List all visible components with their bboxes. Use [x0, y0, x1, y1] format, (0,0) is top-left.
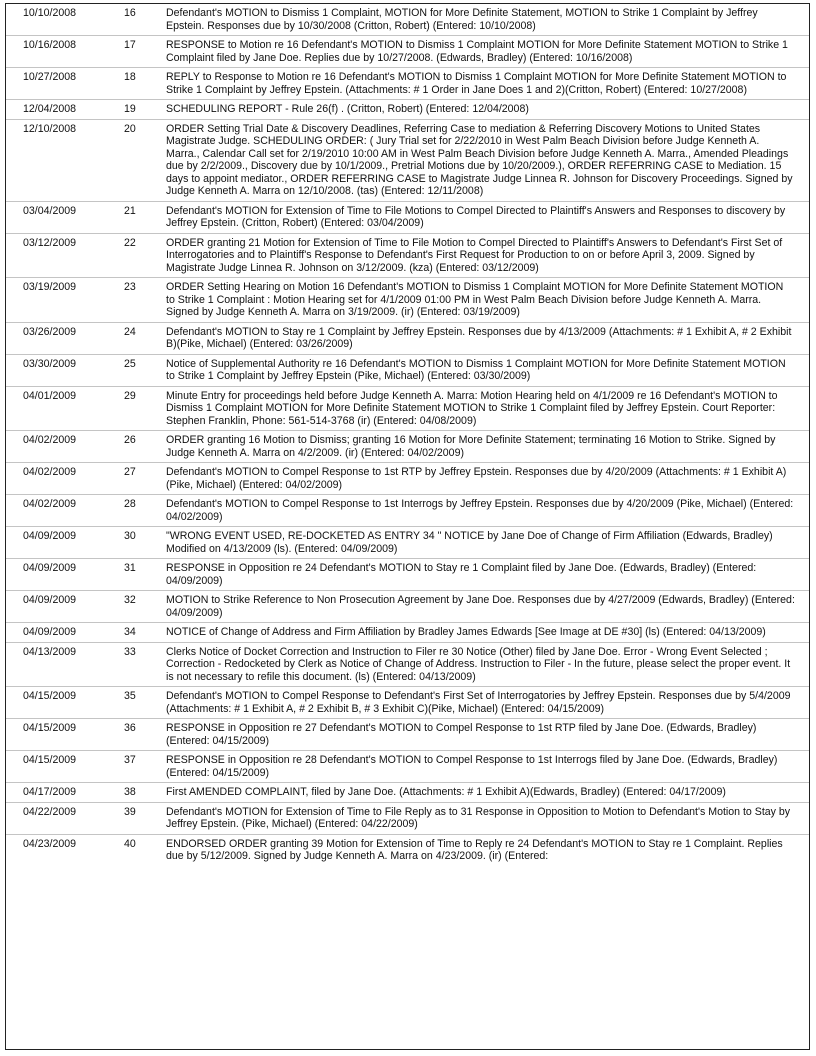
docket-entry-row	[6, 354, 809, 386]
entry-number: 18	[124, 71, 136, 83]
entry-number: 24	[124, 325, 136, 338]
entry-date: 04/22/2009	[23, 805, 77, 818]
docket-entry-row	[6, 278, 809, 323]
entry-number: 23	[124, 281, 136, 293]
docket-entry-row	[6, 495, 809, 527]
docket-entry-row	[6, 719, 809, 751]
entry-number: 38	[124, 786, 136, 798]
entry-date: 12/04/2008	[23, 103, 77, 115]
entry-number: 37	[124, 754, 136, 766]
entry-date: 04/02/2009	[23, 434, 77, 446]
entry-date: 04/02/2009	[23, 466, 77, 478]
entry-number: 27	[124, 466, 136, 478]
entry-description: ORDER Setting Trial Date & Discovery Deadlines, Referring Case to mediation & Referring Discovery Motions to United States Magistrate Judge. SCHEDULING ORDER: ( Jury Trial set for 2/22/2010 in West Palm Beach Division before Judge Kenneth A. Marra., Calendar Call set for 2/19/2010 10:00 AM in West Palm Beach Division before Judge Kenneth A. Marra., Amended Pleadings due by 2/2/2009., Discovery due by 10/1/2009., Pretrial Motions due by 10/20/2009.), ORDER REFERRING CASE to Mediation. 15 days to appoint mediator., ORDER REFERRING CASE to Magistrate Judge Linnea R. Johnson for Discovery Proceedings. Signed by Judge Kenneth A. Marra on 12/10/2008. (tas) (Entered: 12/11/2008)	[166, 122, 793, 197]
entry-date: 03/26/2009	[23, 325, 77, 338]
docket-entry-row	[6, 119, 809, 201]
entry-description: "WRONG EVENT USED, RE-DOCKETED AS ENTRY 34 " NOTICE by Jane Doe of Change of Firm Affiliation (Edwards, Bradley) Modified on 4/13/2009 (ls). (Entered: 04/09/2009)	[166, 530, 773, 555]
entry-description: Defendant's MOTION to Compel Response to Defendant's First Set of Interrogatories by Jeffrey Epstein. Responses due by 5/4/2009 (Attachments: # 1 Exhibit A, # 2 Exhibit B, # 3 Exhibit C)(Pike, Michael) (Entered: 04/15/2009)	[166, 690, 791, 715]
entry-description: RESPONSE in Opposition re 28 Defendant's MOTION to Compel Response to 1st Interrogs filed by Jane Doe. (Edwards, Bradley) (Entered: 04/15/2009)	[166, 754, 778, 779]
entry-date: 04/15/2009	[23, 722, 77, 734]
entry-description: Defendant's MOTION for Extension of Time to File Reply as to 31 Response in Opposition to Motion to Defendant's Motion to Stay by Jeffrey Epstein. (Pike, Michael) (Entered: 04/22/2009)	[166, 805, 791, 830]
entry-date: 10/27/2008	[23, 71, 77, 83]
entry-number: 32	[124, 594, 136, 606]
entry-date: 04/09/2009	[23, 530, 77, 542]
entry-description: RESPONSE in Opposition re 24 Defendant's MOTION to Stay re 1 Complaint filed by Jane Doe. (Edwards, Bradley) (Entered: 04/09/2009)	[166, 562, 757, 587]
docket-entry-row	[6, 386, 809, 431]
entry-date: 10/16/2008	[23, 39, 77, 51]
entry-description: MOTION to Strike Reference to Non Prosecution Agreement by Jane Doe. Responses due by 4/27/2009 (Edwards, Bradley) (Entered: 04/09/2009)	[166, 594, 795, 619]
entry-date: 04/17/2009	[23, 786, 77, 798]
docket-entry-row	[6, 834, 809, 866]
entry-number: 20	[124, 122, 136, 135]
entry-number: 26	[124, 434, 136, 446]
entry-description: ENDORSED ORDER granting 39 Motion for Extension of Time to Reply re 24 Defendant's MOTION to Stay re 1 Complaint. Replies due by 5/12/2009. Signed by Judge Kenneth A. Marra on 4/23/2009. (ir) (Entered:	[166, 837, 783, 862]
entry-description: ORDER granting 16 Motion to Dismiss; granting 16 Motion for More Definite Statement; terminating 16 Motion to Strike. Signed by Judge Kenneth A. Marra on 4/2/2009. (ir) (Entered: 04/02/2009)	[166, 434, 776, 459]
entry-description: Minute Entry for proceedings held before Judge Kenneth A. Marra: Motion Hearing held on 4/1/2009 re 16 Defendant's MOTION to Dismiss 1 Complaint MOTION for More Definite Statement MOTION to Strike 1 Complaint filed by Jeffrey Epstein. Court Reporter: Stephen Franklin, Phone: 561-514-3768 (ir) (Entered: 04/08/2009)	[166, 389, 778, 427]
entry-number: 31	[124, 562, 136, 574]
docket-entry-row	[6, 4, 809, 36]
entry-number: 16	[124, 7, 136, 19]
docket-entry-row	[6, 322, 809, 354]
entry-number: 19	[124, 103, 136, 115]
docket-entry-row	[6, 751, 809, 783]
entry-number: 35	[124, 690, 136, 702]
entry-date: 04/02/2009	[23, 498, 77, 510]
entry-date: 04/13/2009	[23, 645, 77, 658]
entry-description: ORDER Setting Hearing on Motion 16 Defendant's MOTION to Dismiss 1 Complaint MOTION for More Definite Statement MOTION to Strike 1 Complaint : Motion Hearing set for 4/1/2009 01:00 PM in West Palm Beach Division before Judge Kenneth A. Marra. Signed by Judge Kenneth A. Marra on 3/19/2009. (ir) (Entered: 03/19/2009)	[166, 281, 784, 318]
entry-number: 17	[124, 39, 136, 51]
entry-date: 12/10/2008	[23, 122, 77, 135]
docket-page	[5, 3, 810, 1050]
entry-date: 03/30/2009	[23, 357, 77, 370]
entry-description: Notice of Supplemental Authority re 16 Defendant's MOTION to Dismiss 1 Complaint MOTION for More Definite Statement MOTION to Strike 1 Complaint by Jeffrey Epstein (Pike, Michael) (Entered: 03/30/2009)	[166, 357, 786, 382]
entry-description: REPLY to Response to Motion re 16 Defendant's MOTION to Dismiss 1 Complaint MOTION for More Definite Statement MOTION to Strike 1 Complaint by Jeffrey Epstein. (Attachments: # 1 Order in Jane Does 1 and 2)(Critton, Robert) (Entered: 10/27/2008)	[166, 71, 787, 96]
entry-date: 03/19/2009	[23, 281, 77, 293]
docket-entry-row	[6, 802, 809, 834]
entry-description: Defendant's MOTION to Dismiss 1 Complaint, MOTION for More Definite Statement, MOTION to Strike 1 Complaint by Jeffrey Epstein. Responses due by 10/30/2008 (Critton, Robert) (Entered: 10/10/2008)	[166, 7, 758, 32]
entry-description: Defendant's MOTION to Compel Response to 1st Interrogs by Jeffrey Epstein. Responses due by 4/20/2009 (Pike, Michael) (Entered: 04/02/2009)	[166, 498, 794, 523]
docket-entry-row	[6, 642, 809, 687]
docket-entry-row	[6, 463, 809, 495]
entry-description: SCHEDULING REPORT - Rule 26(f) . (Critton, Robert) (Entered: 12/04/2008)	[166, 103, 529, 115]
entry-date: 04/01/2009	[23, 389, 77, 402]
entry-description: Defendant's MOTION for Extension of Time to File Motions to Compel Directed to Plaintiff's Answers and Responses to discovery by Jeffrey Epstein. (Critton, Robert) (Entered: 03/04/2009)	[166, 204, 786, 229]
docket-entry-row	[6, 201, 809, 233]
entry-description: Clerks Notice of Docket Correction and Instruction to Filer re 30 Notice (Other) filed by Jane Doe. Error - Wrong Event Selected ; Correction - Redocketed by Clerk as Notice of Change of Address. Instruction to Filer - In the future, please select the proper event. It is not necessary to refile this document. (ls) (Entered: 04/13/2009)	[166, 645, 791, 683]
entry-description: RESPONSE in Opposition re 27 Defendant's MOTION to Compel Response to 1st RTP filed by Jane Doe. (Edwards, Bradley) (Entered: 04/15/2009)	[166, 722, 757, 747]
docket-table	[6, 4, 809, 866]
docket-entry-row	[6, 36, 809, 68]
entry-description: RESPONSE to Motion re 16 Defendant's MOTION to Dismiss 1 Complaint MOTION for More Definite Statement MOTION to Strike 1 Complaint filed by Jane Doe. Replies due by 10/27/2008. (Edwards, Bradley) (Entered: 10/16/2008)	[166, 39, 788, 64]
entry-date: 04/09/2009	[23, 626, 77, 638]
entry-number: 29	[124, 389, 136, 402]
entry-number: 36	[124, 722, 136, 734]
docket-entry-row	[6, 623, 809, 643]
entry-number: 40	[124, 837, 136, 850]
entry-number: 30	[124, 530, 136, 542]
entry-date: 04/15/2009	[23, 690, 77, 702]
entry-date: 10/10/2008	[23, 7, 77, 19]
entry-number: 28	[124, 498, 136, 510]
docket-entry-row	[6, 527, 809, 559]
entry-date: 04/23/2009	[23, 837, 77, 850]
entry-date: 04/09/2009	[23, 562, 77, 574]
docket-entry-row	[6, 687, 809, 719]
entry-number: 39	[124, 805, 136, 818]
docket-entry-row	[6, 233, 809, 278]
entry-date: 03/04/2009	[23, 204, 77, 217]
docket-entry-row	[6, 559, 809, 591]
entry-date: 04/15/2009	[23, 754, 77, 766]
entry-date: 04/09/2009	[23, 594, 77, 606]
entry-number: 25	[124, 357, 136, 370]
docket-entry-row	[6, 431, 809, 463]
entry-number: 21	[124, 204, 136, 217]
entry-description: Defendant's MOTION to Compel Response to 1st RTP by Jeffrey Epstein. Responses due by 4/20/2009 (Attachments: # 1 Exhibit A)(Pike, Michael) (Entered: 04/02/2009)	[166, 466, 787, 491]
entry-description: NOTICE of Change of Address and Firm Affiliation by Bradley James Edwards [See Image at DE #30] (ls) (Entered: 04/13/2009)	[166, 626, 766, 638]
entry-number: 33	[124, 645, 136, 658]
entry-description: First AMENDED COMPLAINT, filed by Jane Doe. (Attachments: # 1 Exhibit A)(Edwards, Bradley) (Entered: 04/17/2009)	[166, 786, 726, 798]
entry-number: 34	[124, 626, 136, 638]
entry-description: Defendant's MOTION to Stay re 1 Complaint by Jeffrey Epstein. Responses due by 4/13/2009 (Attachments: # 1 Exhibit A, # 2 Exhibit B)(Pike, Michael) (Entered: 03/26/2009)	[166, 325, 792, 350]
docket-entry-row	[6, 100, 809, 120]
docket-table-body	[6, 4, 809, 866]
docket-entry-row	[6, 783, 809, 803]
entry-description: ORDER granting 21 Motion for Extension of Time to File Motion to Compel Directed to Plaintiff's Answers to Defendant's First Set of Interrogatories and to Plaintiff's Response to Defendant's First Request for Production to on or before April 3, 2009. Signed by Magistrate Judge Linnea R. Johnson on 3/12/2009. (kza) (Entered: 03/12/2009)	[166, 236, 783, 274]
docket-entry-row	[6, 68, 809, 100]
entry-number: 22	[124, 236, 136, 249]
docket-entry-row	[6, 591, 809, 623]
entry-date: 03/12/2009	[23, 236, 77, 249]
